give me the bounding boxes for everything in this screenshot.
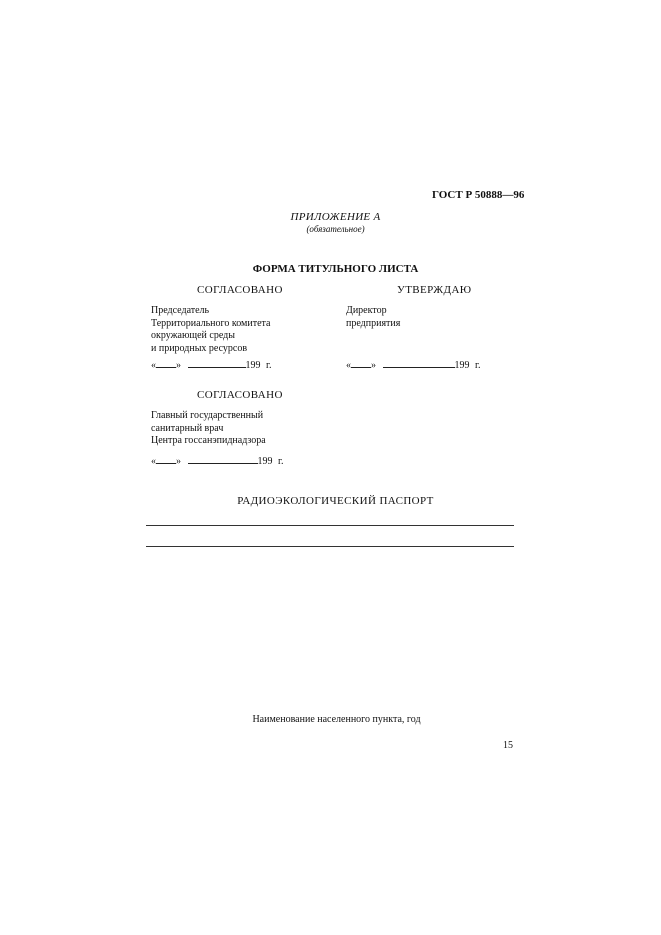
approval-second-line: санитарный врач [151, 422, 224, 434]
year-suffix: г. [278, 456, 284, 467]
passport-title: РАДИОЭКОЛОГИЧЕСКИЙ ПАСПОРТ [237, 495, 434, 507]
year-suffix: г. [475, 360, 481, 371]
appendix-title: ПРИЛОЖЕНИЕ А [290, 211, 381, 223]
close-quote: » [371, 360, 376, 371]
open-quote: « [151, 360, 156, 371]
approval-left-line: Председатель [151, 305, 210, 316]
year-prefix: 199 [454, 360, 470, 371]
approval-left-signatory [151, 305, 270, 355]
form-title: ФОРМА ТИТУЛЬНОГО ЛИСТА [252, 263, 419, 275]
approval-right-date [346, 358, 480, 371]
approval-left-line: окружающей среды [151, 330, 235, 341]
approval-second-line: Главный государственный [151, 410, 264, 421]
close-quote: » [176, 360, 181, 371]
approval-right-line: предприятия [346, 317, 401, 329]
approval-left-line: Территориального комитета [151, 317, 271, 329]
close-quote: » [176, 456, 181, 467]
month-blank [188, 358, 246, 368]
standard-designation: ГОСТ Р 50888—96 [432, 189, 525, 201]
name-rule-2 [146, 546, 514, 547]
open-quote: « [346, 360, 351, 371]
month-blank [188, 454, 258, 464]
year-suffix: г. [266, 360, 272, 371]
approval-left-date [151, 358, 271, 371]
day-blank [156, 454, 176, 464]
footer-caption: Наименование населенного пункта, год [252, 714, 421, 725]
appendix-note: (обязательное) [306, 224, 365, 234]
approval-second-signatory [151, 410, 266, 448]
approval-right-line: Директор [346, 305, 387, 316]
month-blank [383, 358, 455, 368]
year-prefix: 199 [245, 360, 261, 371]
year-prefix: 199 [257, 456, 273, 467]
approval-left-heading: СОГЛАСОВАНО [197, 284, 283, 296]
approval-right-heading: УТВЕРЖДАЮ [397, 284, 472, 296]
open-quote: « [151, 456, 156, 467]
approval-second-line: Центра госсанэпиднадзора [151, 435, 266, 446]
day-blank [351, 358, 371, 368]
approval-second-heading: СОГЛАСОВАНО [197, 389, 283, 401]
approval-left-line: и природных ресурсов [151, 342, 248, 354]
approval-right-signatory [346, 305, 400, 330]
page-number: 15 [503, 740, 513, 751]
name-rule-1 [146, 525, 514, 526]
approval-second-date [151, 454, 283, 467]
day-blank [156, 358, 176, 368]
